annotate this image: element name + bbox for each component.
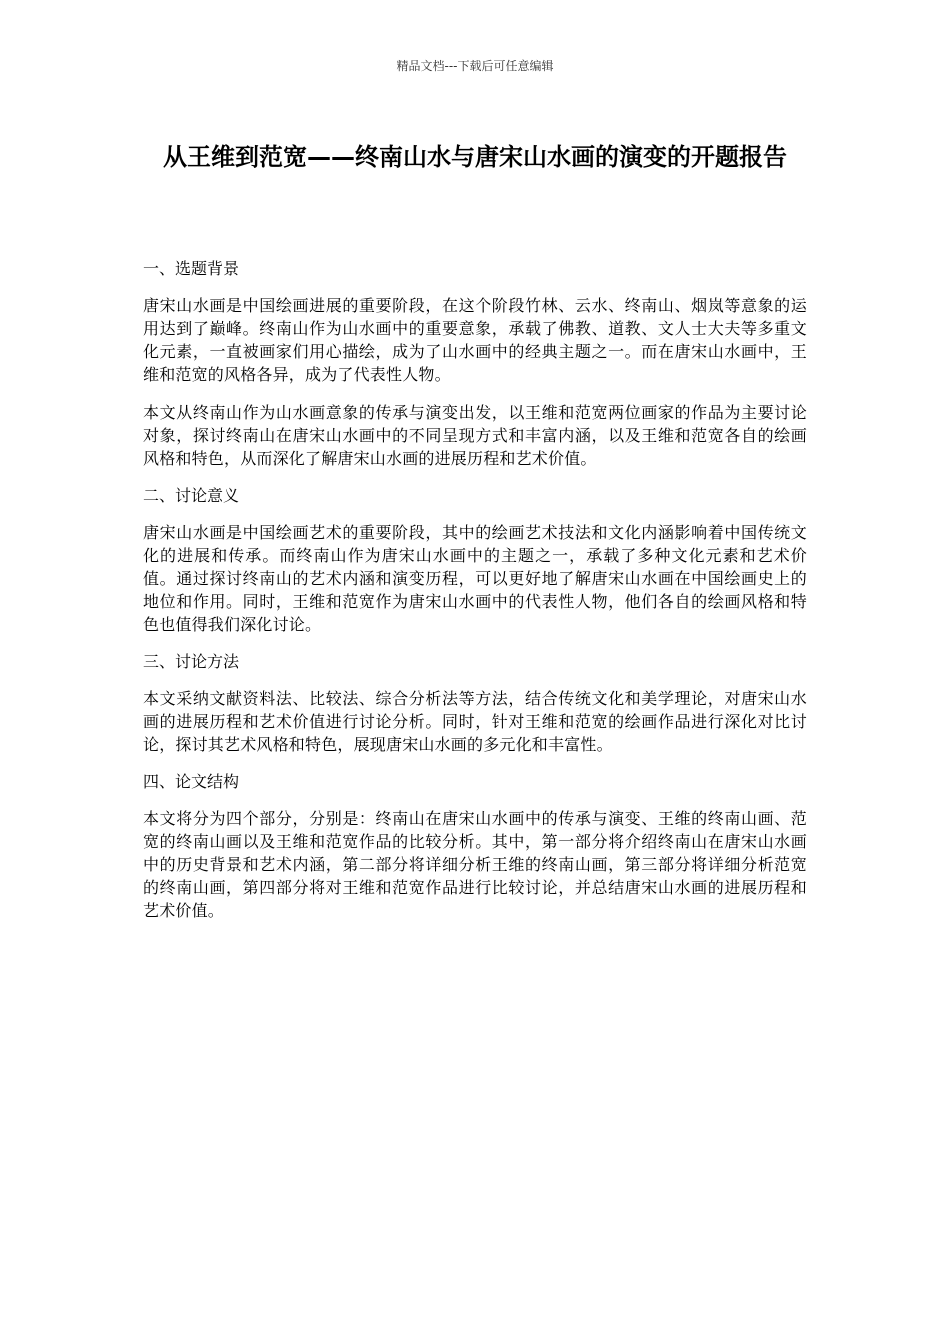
page-header-watermark: 精品文档---下载后可任意编辑 [396,59,554,73]
section-background [143,258,807,470]
paragraph: 本文将分为四个部分，分别是：终南山在唐宋山水画中的传承与演变、王维的终南山画、范宽的终南山画以及王维和范宽作品的比较分析。其中，第一部分将介绍终南山在唐宋山水画中的历史背景和艺术内涵，第二部分将详细分析王维的终南山画，第三部分将详细分析范宽的终南山画，第四部分将对王维和范宽作品进行比较讨论，并总结唐宋山水画的进展历程和艺术价值。 [143,809,807,920]
paragraph: 唐宋山水画是中国绘画进展的重要阶段，在这个阶段竹林、云水、终南山、烟岚等意象的运用达到了巅峰。终南山作为山水画中的重要意象，承载了佛教、道教、文人士大夫等多重文化元素，一直被画家们用心描绘，成为了山水画中的经典主题之一。而在唐宋山水画中，王维和范宽的风格各异，成为了代表性人物。 [143,296,807,384]
paragraph: 本文采纳文献资料法、比较法、综合分析法等方法，结合传统文化和美学理论，对唐宋山水画的进展历程和艺术价值进行讨论分析。同时，针对王维和范宽的绘画作品进行深化对比讨论，探讨其艺术风格和特色，展现唐宋山水画的多元化和丰富性。 [143,689,807,754]
section-methods [143,651,807,756]
document-body [143,258,807,937]
paragraph: 唐宋山水画是中国绘画艺术的重要阶段，其中的绘画艺术技法和文化内涵影响着中国传统文化的进展和传承。而终南山作为唐宋山水画中的主题之一，承载了多种文化元素和艺术价值。通过探讨终南山的艺术内涵和演变历程，可以更好地了解唐宋山水画在中国绘画史上的地位和作用。同时，王维和范宽作为唐宋山水画中的代表性人物，他们各自的绘画风格和特色也值得我们深化讨论。 [143,523,807,634]
section-heading: 二、讨论意义 [143,486,240,505]
section-significance [143,485,807,636]
section-heading: 一、选题背景 [143,259,240,278]
paragraph: 本文从终南山作为山水画意象的传承与演变出发，以王维和范宽两位画家的作品为主要讨论对象，探讨终南山在唐宋山水画中的不同呈现方式和丰富内涵，以及王维和范宽各自的绘画风格和特色，从而深化了解唐宋山水画的进展历程和艺术价值。 [143,403,807,468]
section-structure [143,771,807,922]
section-heading: 四、论文结构 [143,772,240,791]
document-title: 从王维到范宽——终南山水与唐宋山水画的演变的开题报告 [163,143,787,171]
section-heading: 三、讨论方法 [143,652,240,671]
